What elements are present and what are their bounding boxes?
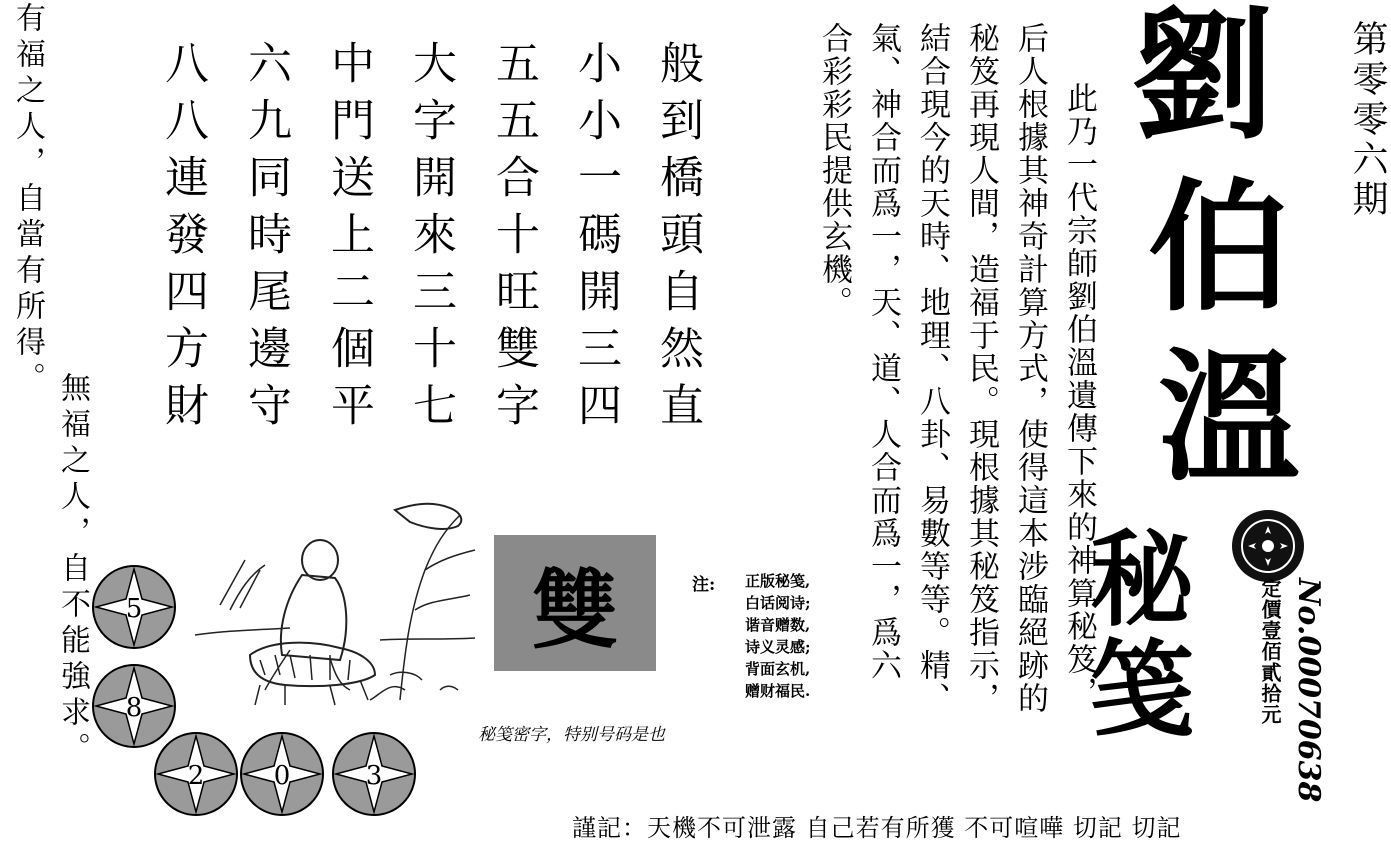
title-char-wen: 溫: [1158, 336, 1300, 501]
subtitle-char-mi: 秘: [1090, 519, 1195, 641]
title-char-liu: 劉: [1132, 0, 1274, 159]
poem-line-1: 般到橋頭自然直: [652, 40, 703, 439]
body-text-col-5: 氣、神合而爲一，天、道、人合而爲一，爲六: [865, 22, 901, 682]
note-line-5: 背面玄机,: [745, 660, 811, 678]
subtitle-char-jian: 笺: [1090, 629, 1195, 751]
body-text-col-4: 結合現今的天時、地理、八卦、易數等等。精、: [914, 22, 950, 715]
poem-line-4: 大字開來三十七: [405, 40, 456, 439]
body-text-col-2: 后人根據其神奇計算方式，使得這本涉臨絕跡的: [1012, 22, 1048, 715]
poem-line-3: 五五合十旺雙字: [488, 40, 539, 439]
secret-caption: 秘笺密字，特别号码是也: [478, 725, 665, 745]
number-ball-2: [152, 730, 240, 818]
ball-label-5: 5: [125, 594, 143, 624]
note-line-4: 诗义灵感;: [745, 638, 811, 656]
left-note-col-2: 無福之人，自不能強求。: [55, 372, 90, 768]
note-line-6: 赠财福民.: [745, 682, 811, 700]
ball-label-2: 2: [187, 761, 205, 791]
ball-label-0: 0: [273, 761, 291, 791]
number-ball-5: [90, 563, 178, 651]
ball-label-3: 3: [365, 761, 383, 791]
number-ball-0: [238, 730, 326, 818]
poem-line-6: 六九同時尾邊守: [240, 40, 291, 439]
number-ball-3: [330, 730, 418, 818]
ball-label-8: 8: [125, 693, 143, 723]
left-note-col-1: 有福之人，自當有所得。: [10, 2, 45, 398]
note-line-2: 白话阅诗;: [745, 594, 811, 612]
sage-tiger-illustration: [190, 490, 480, 710]
poem-line-7: 八八連發四方財: [157, 40, 208, 439]
poem-line-5: 中門送上二個平: [323, 40, 374, 439]
body-text-col-6: 合彩彩民提供玄機。: [816, 22, 852, 319]
official-seal: [1232, 510, 1304, 582]
issue-number: 第零零六期: [1347, 20, 1388, 220]
note-label: 注:: [692, 575, 716, 595]
note-line-1: 正版秘笺,: [745, 572, 811, 590]
poem-line-2: 小小一碼開三四: [570, 40, 621, 439]
body-text-col-3: 秘笈再現人間，造福于民。現根據其秘笈指示，: [963, 22, 999, 715]
title-char-bo: 伯: [1148, 166, 1290, 331]
note-line-3: 谐音赠数,: [745, 616, 811, 634]
body-text-col-1: 此乃一代宗師劉伯溫遺傳下來的神算秘笈，: [1061, 82, 1097, 709]
secret-character-box: [494, 535, 656, 671]
serial-number: No.00070638: [1291, 578, 1326, 803]
seal-emblem-icon: [1238, 516, 1298, 576]
price-label: 定價壹佰貳拾元: [1258, 578, 1282, 725]
warning-line: 謹記：天機不可泄露 自己若有所獲 不可喧嘩 切記 切記: [572, 814, 1182, 842]
secret-character: 雙: [532, 561, 618, 661]
